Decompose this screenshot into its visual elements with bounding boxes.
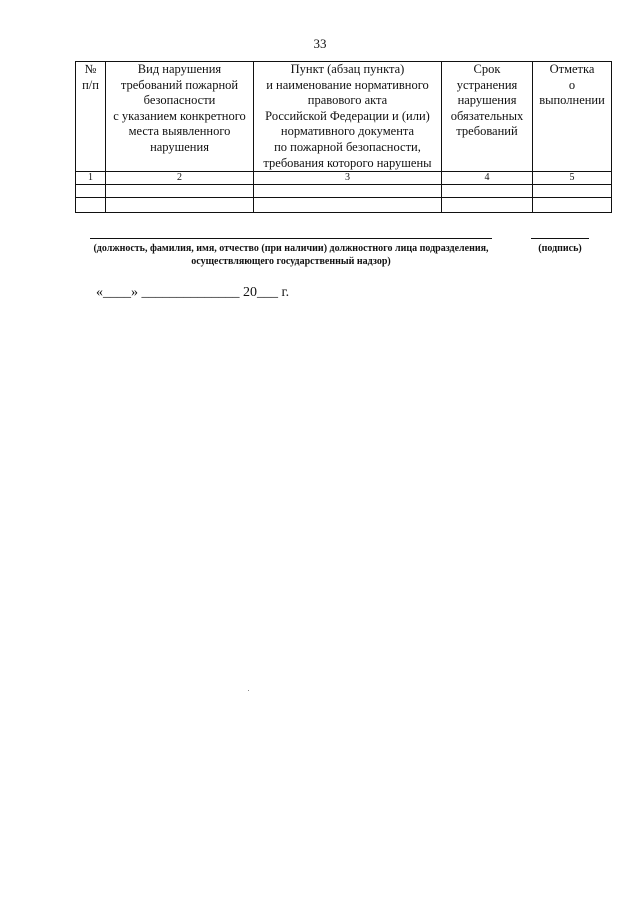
header-line: нормативного документа: [280, 124, 415, 139]
header-line: и наименование нормативного: [266, 77, 429, 92]
table-cell[interactable]: [533, 198, 612, 213]
header-line: №: [84, 62, 97, 76]
table-row: [76, 198, 612, 213]
header-number: [76, 62, 106, 172]
page-number: 33: [313, 36, 327, 51]
header-line: правового акта: [307, 93, 388, 108]
column-number: 4: [442, 172, 533, 185]
header-line: о: [568, 77, 576, 92]
header-completion-mark: [533, 62, 612, 172]
header-line: требований: [456, 124, 518, 139]
header-deadline: [442, 62, 533, 172]
violations-table: [75, 61, 612, 213]
header-line: безопасности: [143, 93, 216, 108]
signature-caption: (подпись): [538, 243, 582, 254]
official-caption-line: (должность, фамилия, имя, отчество (при наличии) должностного лица подразделения,: [93, 243, 489, 254]
table-cell[interactable]: [254, 185, 442, 198]
table-header-row: [76, 62, 612, 172]
signature-line[interactable]: [531, 238, 589, 239]
header-line: Вид нарушения: [137, 62, 222, 76]
header-line: устранения: [456, 77, 518, 92]
header-line: Отметка: [549, 62, 595, 76]
header-line: требований пожарной: [120, 77, 239, 92]
table-cell[interactable]: [254, 198, 442, 213]
header-line: места выявленного: [128, 124, 231, 139]
header-violation-type: [106, 62, 254, 172]
column-number-row: [76, 172, 612, 185]
header-line: с указанием конкретного: [113, 108, 246, 123]
table-cell[interactable]: [106, 198, 254, 213]
official-name-line[interactable]: [90, 238, 492, 239]
table-cell[interactable]: [442, 198, 533, 213]
header-line: выполнении: [539, 93, 605, 108]
official-caption: [70, 242, 512, 268]
header-line: требования которого нарушены: [263, 155, 432, 170]
header-line: нарушения: [150, 139, 209, 154]
table-row: [76, 185, 612, 198]
header-line: Российской Федерации и (или): [265, 108, 430, 123]
column-number: 3: [254, 172, 442, 185]
official-caption-line: осуществляющего государственный надзор): [191, 256, 391, 267]
header-line: Срок: [473, 62, 501, 76]
column-number: 1: [76, 172, 106, 185]
table-cell[interactable]: [76, 185, 106, 198]
table-cell[interactable]: [533, 185, 612, 198]
header-line: обязательных: [450, 108, 524, 123]
date-line[interactable]: «____» ______________ 20___ г.: [96, 285, 290, 300]
column-number: 5: [533, 172, 612, 185]
header-line: п/п: [82, 77, 99, 92]
table-cell[interactable]: [106, 185, 254, 198]
scan-speck: [248, 690, 249, 691]
header-line: Пункт (абзац пункта): [290, 62, 405, 76]
header-legal-act: [254, 62, 442, 172]
column-number: 2: [106, 172, 254, 185]
table-cell[interactable]: [76, 198, 106, 213]
header-line: нарушения: [457, 93, 517, 108]
table-cell[interactable]: [442, 185, 533, 198]
header-line: по пожарной безопасности,: [274, 139, 421, 154]
